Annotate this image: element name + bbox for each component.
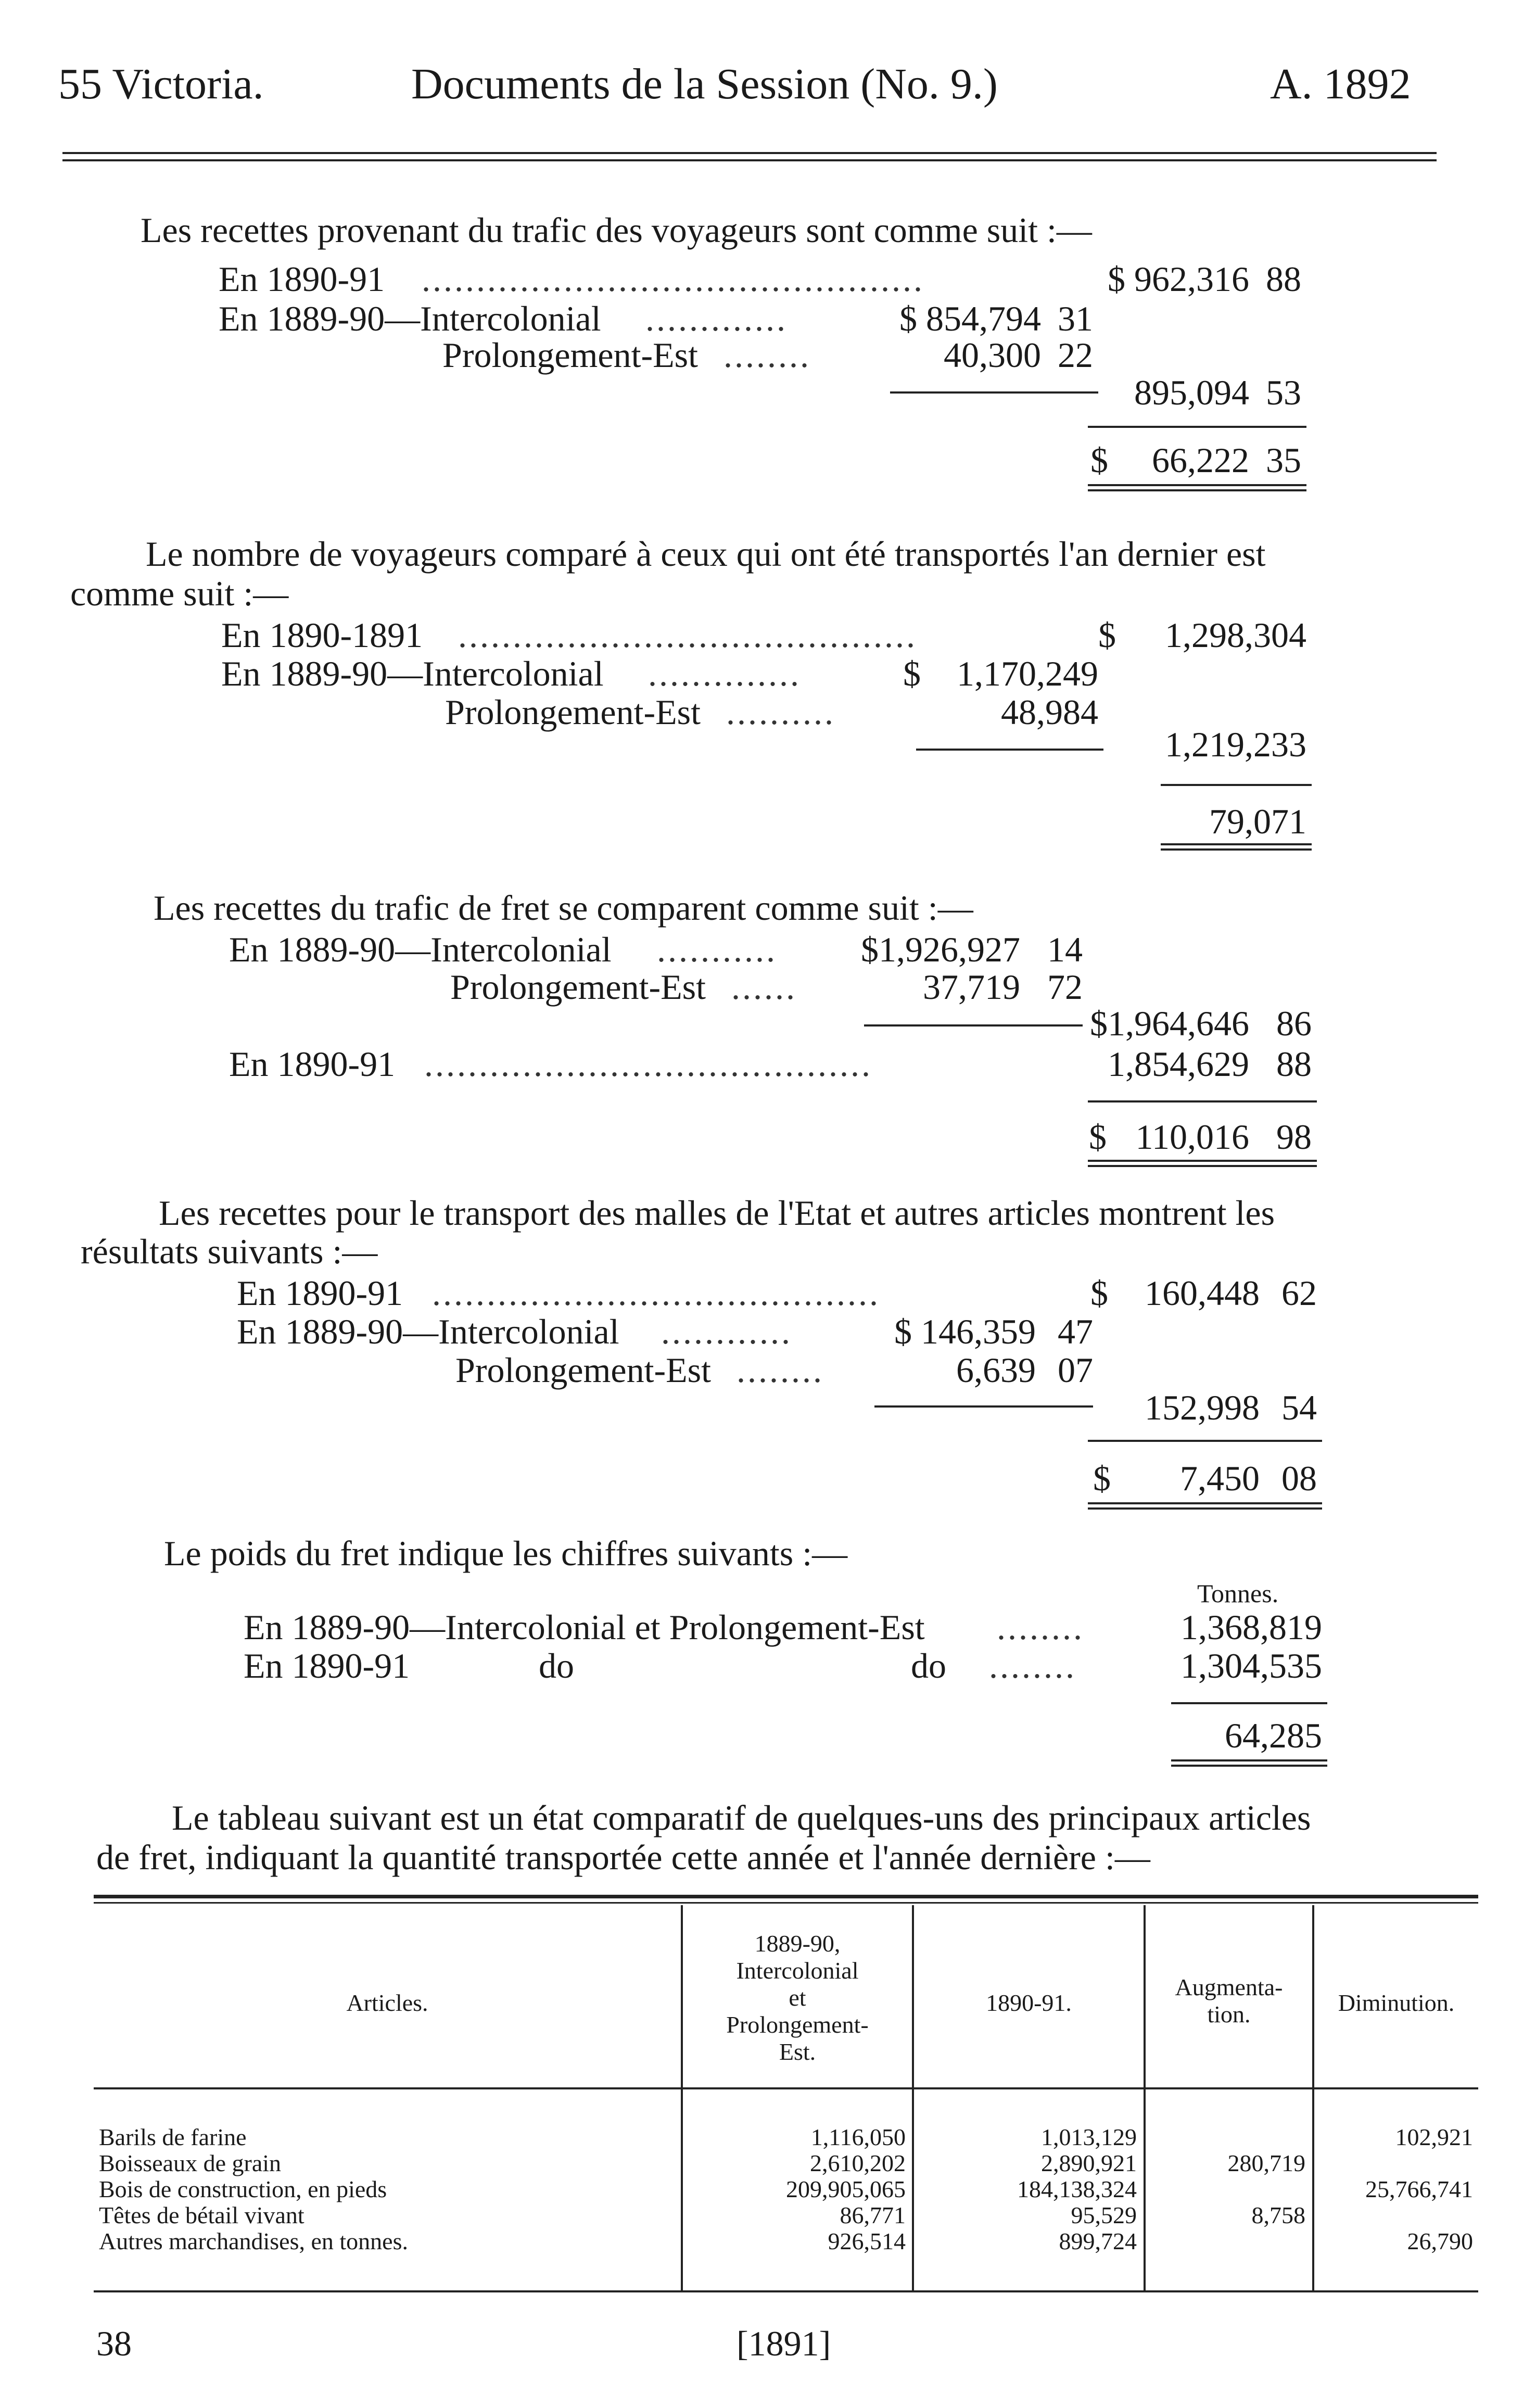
mail-receipts-subtotal-cents: 54 [1281, 1388, 1317, 1427]
footer-year: [1891] [737, 2324, 831, 2363]
row-decrease: 25,766,741 [1365, 2176, 1473, 2202]
comparison-intro-line2: de fret, indiquant la quantité transportée cette année et l'année dernière :— [96, 1837, 1150, 1877]
row-article: Autres marchandises, en tonnes. [99, 2228, 409, 2254]
column-header-prev-line4: Prolongement- [726, 2011, 869, 2038]
row-prev: 86,771 [840, 2202, 906, 2228]
leader-dots: ...... [731, 967, 797, 1007]
mail-receipts-row2-cents: 47 [1058, 1312, 1093, 1351]
subtotal-rule [874, 1405, 1093, 1408]
passengers-receipts-row2-cents: 31 [1058, 299, 1093, 338]
passengers-receipts-row1-label: En 1890-91 [219, 259, 385, 299]
passengers-receipts-row2-label: En 1889-90—Intercolonial [219, 299, 601, 338]
passengers-receipts-diff-cents: 35 [1266, 440, 1301, 480]
table-top-rule-thin [94, 1902, 1478, 1904]
mail-receipts-row1-label: En 1890-91 [237, 1273, 403, 1313]
row-article: Têtes de bétail vivant [99, 2202, 304, 2228]
total-rule [1161, 784, 1312, 786]
passenger-count-intro-line2: comme suit :— [70, 574, 289, 613]
leader-dots: ............. [645, 299, 788, 338]
leader-dots: ........ [997, 1607, 1084, 1647]
leader-dots: ............ [661, 1312, 792, 1351]
column-header-increase-line2: tion. [1207, 2001, 1251, 2027]
passengers-receipts-diff-currency: $ [1090, 440, 1108, 480]
total-rule [1088, 1100, 1317, 1102]
comparison-intro-line1: Le tableau suivant est un état comparatif de quelques-uns des principaux articles [172, 1798, 1311, 1837]
mail-receipts-intro-line1: Les recettes pour le transport des malles de l'Etat et autres articles montrent les [159, 1193, 1275, 1233]
freight-receipts-diff-cents: 98 [1276, 1117, 1312, 1157]
total-rule [1088, 1440, 1322, 1442]
column-header-prev-line1: 1889-90, [754, 1930, 841, 1957]
row-current: 184,138,324 [1017, 2176, 1137, 2202]
freight-receipts-diff-currency: $ [1089, 1117, 1107, 1157]
freight-receipts-row2-value: 37,719 [923, 967, 1020, 1007]
passengers-receipts-row1-value: $ 962,316 [1108, 259, 1249, 299]
row-prev: 209,905,065 [786, 2176, 906, 2202]
passengers-receipts-intro: Les recettes provenant du trafic des voyageurs sont comme suit :— [141, 210, 1092, 250]
page-number: 38 [96, 2324, 132, 2363]
freight-receipts-row3-value: 1,854,629 [1108, 1044, 1249, 1084]
passenger-count-row3-value: 48,984 [1001, 692, 1098, 732]
row-article: Boisseaux de grain [99, 2150, 282, 2176]
leader-dots: .............. [648, 654, 801, 693]
freight-receipts-subtotal-value: $1,964,646 [1090, 1004, 1249, 1043]
subtotal-rule [890, 391, 1098, 394]
mail-receipts-diff-currency: $ [1093, 1459, 1111, 1498]
column-header-current: 1890-91. [986, 1989, 1072, 2016]
row-current: 899,724 [1059, 2228, 1137, 2254]
double-rule [1161, 843, 1312, 851]
passenger-count-row2-currency: $ [903, 654, 921, 693]
passenger-count-row1-currency: $ [1098, 615, 1116, 655]
row-increase: 280,719 [1227, 2150, 1305, 2176]
mail-receipts-row1-value: 160,448 [1145, 1273, 1260, 1313]
passengers-receipts-subtotal-value: 895,094 [1134, 373, 1249, 412]
freight-weight-row2-label: En 1890-91 [244, 1646, 410, 1685]
column-header-prev-line2: Intercolonial [736, 1957, 859, 1984]
mail-receipts-row1-cents: 62 [1281, 1273, 1317, 1313]
freight-weight-row1-label: En 1889-90—Intercolonial et Prolongement-Est [244, 1607, 925, 1647]
passenger-count-diff-value: 79,071 [1209, 802, 1306, 841]
passengers-receipts-row1-cents: 88 [1266, 259, 1301, 299]
subtotal-rule [916, 749, 1103, 751]
passenger-count-row3-label: Prolongement-Est [445, 692, 701, 732]
freight-receipts-diff-value: 110,016 [1135, 1117, 1249, 1157]
column-header-prev-line5: Est. [779, 2038, 816, 2065]
freight-receipts-row3-label: En 1890-91 [229, 1044, 396, 1084]
passengers-receipts-row2-value: $ 854,794 [899, 299, 1041, 338]
freight-receipts-row1-cents: 14 [1047, 930, 1083, 969]
leader-dots: ......................................... [424, 1044, 872, 1084]
leader-dots: ........ [737, 1350, 824, 1390]
subtotal-rule [864, 1024, 1083, 1026]
mail-receipts-row2-value: $ 146,359 [894, 1312, 1036, 1351]
table-column-divider [1144, 1905, 1146, 2290]
table-bottom-rule [94, 2290, 1478, 2292]
total-rule [1088, 426, 1306, 428]
freight-weight-row2-ditto-2: do [911, 1646, 946, 1685]
row-prev: 2,610,202 [810, 2150, 906, 2176]
row-current: 95,529 [1071, 2202, 1137, 2228]
passenger-count-intro-line1: Le nombre de voyageurs comparé à ceux qui ont été transportés l'an dernier est [146, 534, 1266, 574]
freight-receipts-row2-label: Prolongement-Est [450, 967, 706, 1007]
freight-weight-diff-value: 64,285 [1225, 1716, 1322, 1755]
leader-dots: ........... [657, 930, 777, 969]
leader-dots: ........ [723, 335, 811, 375]
mail-receipts-row3-cents: 07 [1058, 1350, 1093, 1390]
passenger-count-row1-value: 1,298,304 [1165, 615, 1306, 655]
table-header-rule [94, 2087, 1478, 2089]
header-right: A. 1892 [1270, 60, 1411, 108]
row-prev: 926,514 [828, 2228, 906, 2254]
passenger-count-subtotal-value: 1,219,233 [1165, 725, 1306, 764]
column-header-increase-line1: Augmenta- [1175, 1974, 1283, 2000]
freight-weight-intro: Le poids du fret indique les chiffres suivants :— [164, 1533, 848, 1573]
mail-receipts-diff-cents: 08 [1281, 1459, 1317, 1498]
freight-weight-row1-value: 1,368,819 [1180, 1607, 1322, 1647]
leader-dots: .......... [726, 692, 835, 732]
leader-dots: ......................................... [432, 1273, 880, 1313]
freight-receipts-row1-value: $1,926,927 [861, 930, 1020, 969]
row-prev: 1,116,050 [810, 2124, 906, 2150]
table-column-divider [912, 1905, 914, 2290]
row-current: 2,890,921 [1041, 2150, 1137, 2176]
row-increase: 8,758 [1251, 2202, 1305, 2228]
leader-dots: .............................................. [422, 259, 924, 299]
freight-receipts-subtotal-cents: 86 [1276, 1004, 1312, 1043]
row-decrease: 102,921 [1395, 2124, 1473, 2150]
freight-weight-unit-header: Tonnes. [1197, 1579, 1279, 1608]
column-header-articles: Articles. [346, 1989, 428, 2016]
freight-receipts-intro: Les recettes du trafic de fret se comparent comme suit :— [154, 888, 973, 928]
header-title: Documents de la Session (No. 9.) [411, 60, 998, 108]
passengers-receipts-subtotal-cents: 53 [1266, 373, 1301, 412]
freight-receipts-row3-cents: 88 [1276, 1044, 1312, 1084]
mail-receipts-row1-currency: $ [1090, 1273, 1108, 1313]
mail-receipts-row2-label: En 1889-90—Intercolonial [237, 1312, 619, 1351]
passengers-receipts-row3-value: 40,300 [944, 335, 1041, 375]
double-rule [1171, 1759, 1327, 1767]
double-rule [1088, 484, 1306, 491]
row-decrease: 26,790 [1407, 2228, 1473, 2254]
mail-receipts-diff-value: 7,450 [1180, 1459, 1260, 1498]
row-article: Barils de farine [99, 2124, 247, 2150]
freight-weight-row2-ditto-1: do [539, 1646, 574, 1685]
freight-weight-row2-value: 1,304,535 [1180, 1646, 1322, 1685]
freight-receipts-row1-label: En 1889-90—Intercolonial [229, 930, 612, 969]
header-double-rule [62, 152, 1437, 161]
passengers-receipts-row3-label: Prolongement-Est [442, 335, 699, 375]
double-rule [1088, 1502, 1322, 1510]
total-rule [1171, 1702, 1327, 1704]
passengers-receipts-row3-cents: 22 [1058, 335, 1093, 375]
passenger-count-row1-label: En 1890-1891 [221, 615, 423, 655]
column-header-prev-line3: et [789, 1984, 806, 2011]
passengers-receipts-diff-value: 66,222 [1152, 440, 1249, 480]
freight-receipts-row2-cents: 72 [1047, 967, 1083, 1007]
mail-receipts-subtotal-value: 152,998 [1145, 1388, 1260, 1427]
leader-dots: ........ [989, 1646, 1076, 1685]
table-column-divider [1312, 1905, 1314, 2290]
mail-receipts-intro-line2: résultats suivants :— [81, 1232, 378, 1271]
header-left: 55 Victoria. [58, 60, 264, 108]
passenger-count-row2-label: En 1889-90—Intercolonial [221, 654, 604, 693]
row-current: 1,013,129 [1041, 2124, 1137, 2150]
mail-receipts-row3-value: 6,639 [956, 1350, 1036, 1390]
passenger-count-row2-value: 1,170,249 [957, 654, 1098, 693]
mail-receipts-row3-label: Prolongement-Est [455, 1350, 712, 1390]
table-top-rule [94, 1895, 1478, 1898]
row-article: Bois de construction, en pieds [99, 2176, 387, 2202]
leader-dots: .......................................... [458, 615, 917, 655]
double-rule [1088, 1160, 1317, 1167]
column-header-decrease: Diminution. [1338, 1989, 1455, 2016]
